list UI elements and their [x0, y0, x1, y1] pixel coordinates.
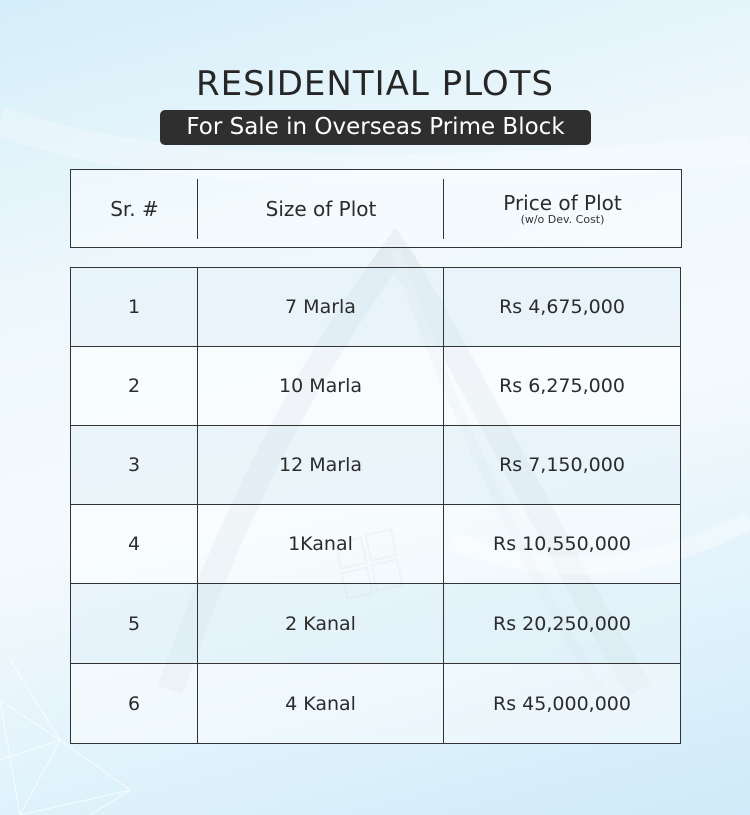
table-row — [71, 426, 681, 505]
cell-sr: 4 — [71, 505, 198, 584]
cell-sr: 1 — [71, 268, 198, 347]
cell-sr: 5 — [71, 584, 198, 664]
cell-price: Rs 10,550,000 — [444, 505, 681, 584]
cell-size: 12 Marla — [198, 426, 444, 505]
column-header-label: Price of Plot — [503, 191, 622, 215]
cell-size: 10 Marla — [198, 347, 444, 426]
cell-size: 1Kanal — [198, 505, 444, 584]
table-row — [71, 347, 681, 426]
table-row — [71, 268, 681, 347]
page-title: RESIDENTIAL PLOTS — [196, 64, 554, 104]
column-header-sublabel: (w/o Dev. Cost) — [520, 213, 605, 226]
cell-size: 4 Kanal — [198, 664, 444, 744]
table-row — [71, 584, 681, 664]
table-row — [71, 664, 681, 744]
cell-sr: 2 — [71, 347, 198, 426]
subtitle-banner: For Sale in Overseas Prime Block — [160, 110, 591, 145]
column-header-price — [444, 170, 681, 247]
cell-price: Rs 7,150,000 — [444, 426, 681, 505]
cell-size: 7 Marla — [198, 268, 444, 347]
plots-table — [70, 267, 681, 744]
column-header-label: Sr. # — [110, 196, 159, 221]
column-header-sr — [71, 170, 198, 247]
cell-price: Rs 4,675,000 — [444, 268, 681, 347]
cell-sr: 3 — [71, 426, 198, 505]
column-header-size — [198, 170, 444, 247]
table-row — [71, 505, 681, 584]
table-header — [70, 169, 682, 248]
cell-price: Rs 45,000,000 — [444, 664, 681, 744]
cell-size: 2 Kanal — [198, 584, 444, 664]
cell-price: Rs 20,250,000 — [444, 584, 681, 664]
cell-sr: 6 — [71, 664, 198, 744]
cell-price: Rs 6,275,000 — [444, 347, 681, 426]
column-header-label: Size of Plot — [265, 196, 377, 221]
